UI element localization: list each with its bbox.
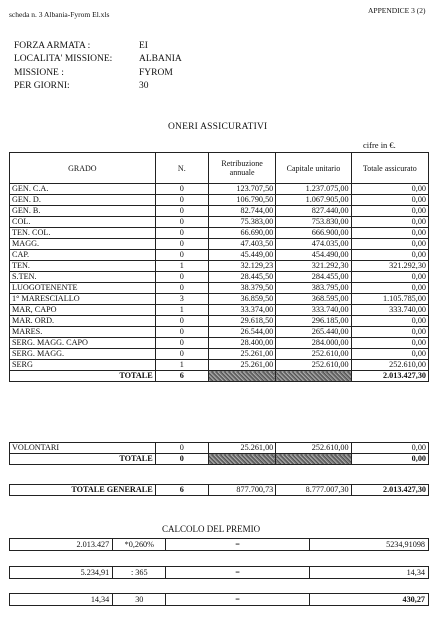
capitale-cell: 474.035,00 (276, 239, 351, 250)
table-row (10, 272, 429, 283)
count-cell: 0 (155, 206, 208, 217)
grado-cell: LUOGOTENENTE (10, 283, 156, 294)
header-totale: Totale assicurato (351, 153, 428, 184)
retribuzione-cell: 82.744,00 (208, 206, 275, 217)
table-row (10, 305, 429, 316)
totale-cell: 0,00 (351, 250, 428, 261)
totale-generale-cap: 8.777.007,30 (276, 485, 351, 496)
capitale-cell: 753.830,00 (276, 217, 351, 228)
count-cell: 0 (155, 349, 208, 360)
capitale-cell: 284.455,00 (276, 272, 351, 283)
totale-label: TOTALE (10, 371, 156, 382)
calc-input: 14,34 (10, 594, 113, 606)
totale-cell: 0,00 (351, 349, 428, 360)
totale-cell: 0,00 (351, 239, 428, 250)
table-row (10, 338, 429, 349)
calc-result: 430,27 (309, 594, 428, 606)
info-value: 30 (139, 80, 149, 91)
info-row-missione (14, 67, 182, 80)
retribuzione-cell: 32.129,23 (208, 261, 275, 272)
info-label: PER GIORNI: (14, 80, 70, 91)
count-cell: 0 (155, 338, 208, 349)
table-row (10, 316, 429, 327)
calc-operator: 30 (113, 594, 166, 606)
calc-input: 5.234,91 (10, 567, 113, 579)
volontari-label: VOLONTARI (10, 443, 156, 454)
count-cell: 0 (155, 316, 208, 327)
count-cell: 3 (155, 294, 208, 305)
count-cell: 1 (155, 305, 208, 316)
totale-cell: 0,00 (351, 195, 428, 206)
count-cell: 1 (155, 360, 208, 371)
capitale-cell: 252.610,00 (276, 349, 351, 360)
grado-cell: MAGG. (10, 239, 156, 250)
info-value: EI (139, 41, 148, 51)
totale-cell: 0,00 (351, 283, 428, 294)
grado-cell: MAR, CAPO (10, 305, 156, 316)
volontari-tot: 0,00 (351, 443, 428, 454)
grado-cell: MAR. ORD. (10, 316, 156, 327)
retribuzione-cell: 26.544,00 (208, 327, 275, 338)
table-row (10, 250, 429, 261)
grado-cell: S.TEN. (10, 272, 156, 283)
totale-cell: 0,00 (351, 217, 428, 228)
table-body (10, 184, 429, 371)
totale-generale-row (10, 485, 429, 496)
volontari-totale-row (10, 454, 429, 465)
hatched-cell (276, 454, 351, 465)
header-capitale: Capitale unitario (276, 153, 351, 184)
info-label: LOCALITA' MISSIONE: (14, 54, 113, 65)
grado-cell: GEN. D. (10, 195, 156, 206)
retribuzione-cell: 36.859,50 (208, 294, 275, 305)
header-retribuzione: Retribuzione annuale (208, 153, 275, 184)
totale-cell: 0,00 (351, 316, 428, 327)
grado-cell: MARES. (10, 327, 156, 338)
calc-equals: = (166, 594, 309, 606)
table-header-row (10, 153, 429, 184)
insurance-table (9, 152, 429, 382)
calc-result: 14,34 (309, 567, 428, 579)
capitale-cell: 284.000,00 (276, 338, 351, 349)
table-row (10, 360, 429, 371)
file-name: scheda n. 3 Albania-Fyrom El.xls (9, 10, 110, 19)
grado-cell: SERG. MAGG. CAPO (10, 338, 156, 349)
capitale-cell: 265.440,00 (276, 327, 351, 338)
appendix-label: APPENDICE 3 (2) (368, 6, 426, 15)
totale-cell: 0,00 (351, 272, 428, 283)
capitale-cell: 1.237.075,00 (276, 184, 351, 195)
hatched-cell (208, 371, 275, 382)
volontari-retr: 25.261,00 (208, 443, 275, 454)
retribuzione-cell: 38.379,50 (208, 283, 275, 294)
info-row-forza (14, 40, 182, 53)
grado-cell: SERG. MAGG. (10, 349, 156, 360)
totale-cell: 1.105.785,00 (351, 294, 428, 305)
totale-cell: 0,00 (351, 206, 428, 217)
count-cell: 0 (155, 217, 208, 228)
info-label: MISSIONE : (14, 67, 64, 78)
grado-cell: COL. (10, 217, 156, 228)
table-row (10, 327, 429, 338)
count-cell: 0 (155, 239, 208, 250)
currency-note: cifre in €. (363, 140, 396, 150)
totale-cell: 333.740,00 (351, 305, 428, 316)
count-cell: 0 (155, 272, 208, 283)
header-n: N. (155, 153, 208, 184)
capitale-cell: 383.795,00 (276, 283, 351, 294)
capitale-cell: 333.740,00 (276, 305, 351, 316)
grado-cell: 1° MARESCIALLO (10, 294, 156, 305)
retribuzione-cell: 75.383,00 (208, 217, 275, 228)
grado-cell: TEN. COL. (10, 228, 156, 239)
totale-cell: 0,00 (351, 184, 428, 195)
calcolo-title: CALCOLO DEL PREMIO (162, 524, 261, 534)
capitale-cell: 827.440,00 (276, 206, 351, 217)
info-row-localita (14, 53, 182, 66)
capitale-cell: 321.292,30 (276, 261, 351, 272)
capitale-cell: 1.067.905,00 (276, 195, 351, 206)
hatched-cell (208, 454, 275, 465)
grado-cell: TEN. (10, 261, 156, 272)
retribuzione-cell: 33.374,00 (208, 305, 275, 316)
calcolo-row-3 (9, 593, 429, 606)
retribuzione-cell: 25.261,00 (208, 349, 275, 360)
capitale-cell: 454.490,00 (276, 250, 351, 261)
calc-operator: *0,260% (113, 539, 166, 551)
retribuzione-cell: 106.790,50 (208, 195, 275, 206)
info-value: FYROM (139, 67, 173, 78)
count-cell: 0 (155, 228, 208, 239)
grado-cell: GEN. C.A. (10, 184, 156, 195)
retribuzione-cell: 66.690,00 (208, 228, 275, 239)
info-label: FORZA ARMATA : (14, 41, 91, 51)
totale-generale-label: TOTALE GENERALE (10, 485, 156, 496)
totale-cell: 0,00 (351, 338, 428, 349)
capitale-cell: 666.900,00 (276, 228, 351, 239)
volontari-totale-n: 0 (155, 454, 208, 465)
retribuzione-cell: 28.445,50 (208, 272, 275, 283)
header-grado: GRADO (10, 153, 156, 184)
capitale-cell: 296.185,00 (276, 316, 351, 327)
table-row (10, 206, 429, 217)
retribuzione-cell: 47.403,50 (208, 239, 275, 250)
hatched-cell (276, 371, 351, 382)
totale-generale-n: 6 (155, 485, 208, 496)
count-cell: 1 (155, 261, 208, 272)
retribuzione-cell: 28.400,00 (208, 338, 275, 349)
totale-value: 2.013.427,30 (351, 371, 428, 382)
table-row (10, 294, 429, 305)
calc-equals: = (166, 567, 309, 579)
table-row (10, 228, 429, 239)
table-row (10, 217, 429, 228)
retribuzione-cell: 45.449,00 (208, 250, 275, 261)
totale-cell: 0,00 (351, 228, 428, 239)
grado-cell: SERG (10, 360, 156, 371)
totale-row (10, 371, 429, 382)
retribuzione-cell: 29.618,50 (208, 316, 275, 327)
count-cell: 0 (155, 195, 208, 206)
retribuzione-cell: 25.261,00 (208, 360, 275, 371)
totale-cell: 252.610,00 (351, 360, 428, 371)
table-row (10, 349, 429, 360)
volontari-cap: 252.610,00 (276, 443, 351, 454)
calcolo-row-1 (9, 538, 429, 551)
grado-cell: CAP. (10, 250, 156, 261)
calc-result: 5234,91098 (309, 539, 428, 551)
volontari-table (9, 442, 429, 465)
totale-cell: 0,00 (351, 327, 428, 338)
mission-info (14, 40, 182, 93)
totale-n: 6 (155, 371, 208, 382)
info-value: ALBANIA (139, 54, 182, 65)
page-title: ONERI ASSICURATIVI (168, 122, 268, 132)
table-row (10, 283, 429, 294)
table-row (10, 195, 429, 206)
volontari-row (10, 443, 429, 454)
totale-generale-retr: 877.700,73 (208, 485, 275, 496)
count-cell: 0 (155, 327, 208, 338)
info-row-giorni (14, 80, 182, 93)
capitale-cell: 368.595,00 (276, 294, 351, 305)
capitale-cell: 252.610,00 (276, 360, 351, 371)
count-cell: 0 (155, 184, 208, 195)
count-cell: 0 (155, 283, 208, 294)
volontari-totale-value: 0,00 (351, 454, 428, 465)
calc-equals: = (166, 539, 309, 551)
calcolo-row-2 (9, 566, 429, 579)
grado-cell: GEN. B. (10, 206, 156, 217)
calc-operator: : 365 (113, 567, 166, 579)
totale-generale-table (9, 484, 429, 496)
totale-generale-tot: 2.013.427,30 (351, 485, 428, 496)
volontari-totale-label: TOTALE (10, 454, 156, 465)
retribuzione-cell: 123.707,50 (208, 184, 275, 195)
count-cell: 0 (155, 250, 208, 261)
calc-input: 2.013.427 (10, 539, 113, 551)
totale-cell: 321.292,30 (351, 261, 428, 272)
table-row (10, 184, 429, 195)
table-row (10, 239, 429, 250)
table-row (10, 261, 429, 272)
volontari-n: 0 (155, 443, 208, 454)
